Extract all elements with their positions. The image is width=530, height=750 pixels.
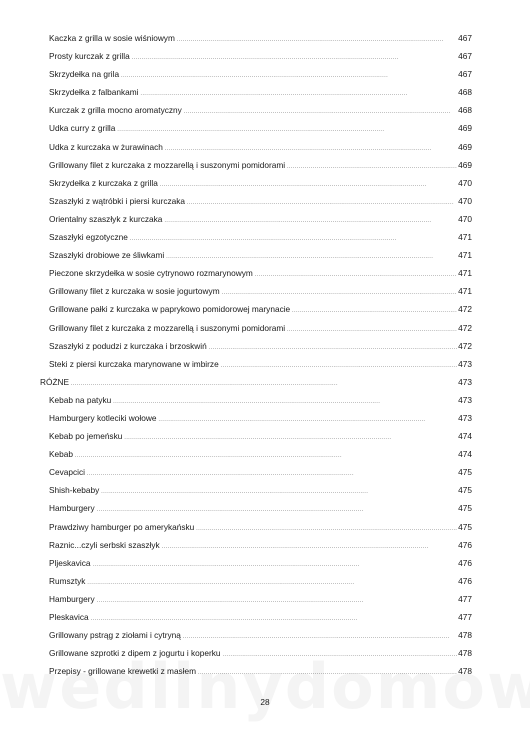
toc-entry[interactable] [40,264,472,282]
toc-entry-title: Kebab na patyku [49,394,112,405]
dot-leader [164,210,457,230]
toc-entry-page: 478 [458,648,472,659]
toc-entry-page: 475 [458,521,472,532]
toc-entry-page: 471 [458,232,472,243]
toc-entry[interactable] [40,47,472,65]
toc-entry-title: Szaszłyki z podudzi z kurczaka i brzoskwiń [49,340,207,351]
toc-entry[interactable] [40,174,472,192]
toc-entry-page: 472 [458,304,472,315]
dot-leader [91,608,457,628]
toc-entry-title: Raznic...czyli serbski szaszłyk [49,539,160,550]
toc-entry[interactable] [40,536,472,554]
dot-leader [97,499,458,519]
toc-entry-title: Grillowany filet z kurczaka w sosie jogurtowym [49,286,220,297]
toc-entry[interactable] [40,65,472,83]
toc-entry-title: Skrzydełka z kurczaka z grilla [49,177,158,188]
toc-entry-page: 477 [458,593,472,604]
toc-entry[interactable] [40,608,472,626]
toc-entry-page: 471 [458,250,472,261]
toc-entry-title: Steki z piersi kurczaka marynowane w imbirze [49,358,219,369]
toc-entry-title: Kurczak z grilla mocno aromatyczny [49,105,182,116]
toc-entry-title: Grillowany filet z kurczaka z mozzarellą i suszonymi pomidorami [49,322,286,333]
toc-entry-title: Prosty kurczak z grilla [49,51,130,62]
dot-leader [75,445,457,465]
toc-entry-page: 468 [458,87,472,98]
dot-leader [166,246,457,266]
toc-entry[interactable] [40,210,472,228]
toc-entry[interactable] [40,246,472,264]
toc-entry-title: Kebab [49,449,73,460]
dot-leader [140,83,457,103]
dot-leader [97,590,458,610]
toc-entry-title: Pieczone skrzydełka w sosie cytrynowo rozmarynowym [49,268,253,279]
toc-entry-page: 472 [458,322,472,333]
toc-entry[interactable] [40,445,472,463]
toc-entry[interactable] [40,391,472,409]
toc-entry[interactable] [40,156,472,174]
toc-entry-page: 469 [458,123,472,134]
toc-entry-title: Kaczka z grilla w sosie wiśniowym [49,33,175,43]
dot-leader [287,319,457,339]
dot-leader [287,156,457,176]
dot-leader [184,101,457,121]
dot-leader [158,409,457,429]
toc-entry-page: 473 [458,394,472,405]
toc-entry[interactable] [40,554,472,572]
toc-entry-page: 470 [458,177,472,188]
toc-entry[interactable] [40,518,472,536]
toc-entry-title: Hamburgery kotleciki wołowe [49,412,157,423]
dot-leader [124,427,457,447]
toc-entry[interactable] [40,101,472,119]
toc-entry[interactable] [40,300,472,318]
dot-leader [292,300,457,320]
dot-leader [101,481,457,501]
dot-leader [223,644,458,664]
toc-entry-page: 470 [458,195,472,206]
toc-entry-title: Szaszłyki egzotyczne [49,232,128,243]
toc-entry[interactable] [40,427,472,445]
toc-entry-title: Orientalny szaszłyk z kurczaka [49,213,163,224]
toc-entry-page: 469 [458,159,472,170]
toc-entry[interactable] [40,29,472,47]
toc-entry-title: Udka z kurczaka w żurawinach [49,141,163,152]
toc-entry-page: 471 [458,286,472,297]
toc-entry-page: 474 [458,431,472,442]
toc-entry-page: 469 [458,141,472,152]
dot-leader [198,662,457,682]
dot-leader [87,463,457,483]
toc-entry[interactable] [40,572,472,590]
toc-entry-title: Cevapcici [49,467,85,478]
toc-entry[interactable] [40,409,472,427]
toc-entry-page: 467 [458,69,472,80]
toc-entry-title: Hamburgery [49,593,95,604]
toc-entry[interactable] [40,590,472,608]
toc-entry[interactable] [40,337,472,355]
toc-entry-title: Prawdziwy hamburger po amerykańsku [49,521,195,532]
dot-leader [183,626,457,646]
toc-entry[interactable] [40,119,472,137]
toc-entry-title: Grillowany pstrąg z ziołami i cytryną [49,630,181,641]
dot-leader [177,29,457,49]
toc-entry-page: 473 [458,358,472,369]
toc-entry[interactable] [40,355,472,373]
dot-leader [221,355,457,375]
toc-entry[interactable] [40,138,472,156]
toc-entry-title: Hamburgery [49,503,95,514]
toc-entry-title: Udka curry z grilla [49,123,116,134]
toc-entry-title: RÓŻNE [40,376,70,387]
dot-leader [130,228,457,248]
toc-entry[interactable] [40,319,472,337]
toc-entry[interactable] [40,644,472,662]
dot-leader [196,518,457,538]
toc-entry-page: 475 [458,485,472,496]
dot-leader [255,264,457,284]
dot-leader [222,282,458,302]
table-of-contents [40,29,472,680]
toc-entry-page: 474 [458,449,472,460]
toc-entry-title: Kebab po jemeńsku [49,431,123,442]
toc-entry-page: 470 [458,213,472,224]
toc-entry[interactable] [40,83,472,101]
toc-entry-page: 472 [458,340,472,351]
dot-leader [117,119,457,139]
toc-entry-title: Pleskavica [49,612,89,622]
dot-leader [160,174,457,194]
toc-entry[interactable] [40,481,472,499]
toc-entry-page: 468 [458,105,472,116]
toc-entry-page: 477 [458,612,472,622]
dot-leader [121,65,457,85]
toc-entry-page: 467 [458,51,472,62]
toc-entry[interactable] [40,192,472,210]
page-number: 28 [260,697,270,707]
toc-entry-page: 476 [458,575,472,586]
dot-leader [93,554,458,574]
dot-leader [113,391,457,411]
toc-entry-title: Shish-kebaby [49,485,100,496]
toc-entry[interactable] [40,626,472,644]
toc-entry[interactable] [40,662,472,680]
dot-leader [132,47,457,67]
toc-entry-page: 478 [458,666,472,677]
toc-entry-title: Grillowane pałki z kurczaka w paprykowo pomidorowej marynacie [49,304,291,315]
toc-entry[interactable] [40,499,472,517]
toc-entry-page: 476 [458,557,472,568]
toc-entry[interactable] [40,282,472,300]
toc-entry[interactable] [40,228,472,246]
toc-entry-title: Skrzydełka z falbankami [49,87,139,98]
toc-entry-page: 473 [458,412,472,423]
dot-leader [71,373,457,393]
dot-leader [87,572,457,592]
dot-leader [209,337,457,357]
toc-entry-page: 473 [458,376,472,387]
toc-entry-title: Szaszłyki drobiowe ze śliwkami [49,250,165,261]
toc-entry-title: Szaszłyki z wątróbki i piersi kurczaka [49,195,186,206]
toc-entry-page: 475 [458,467,472,478]
toc-entry-page: 471 [458,268,472,279]
toc-entry-title: Grillowany filet z kurczaka z mozzarellą i suszonymi pomidorami [49,159,286,170]
toc-entry-page: 478 [458,630,472,641]
dot-leader [165,138,457,158]
toc-entry-page: 475 [458,503,472,514]
toc-entry-title: Przepisy - grillowane krewetki z masłem [49,666,197,677]
dot-leader [187,192,457,212]
toc-entry-page: 467 [458,33,472,43]
toc-entry-title: Rumsztyk [49,575,86,586]
toc-entry-title: Grillowane szprotki z dipem z jogurtu i koperku [49,648,221,659]
dot-leader [162,536,458,556]
toc-entry[interactable] [40,463,472,481]
toc-entry-title: Skrzydełka na grila [49,69,120,80]
toc-entry-page: 476 [458,539,472,550]
toc-section-heading[interactable] [40,373,472,391]
toc-entry-title: Pljeskavica [49,557,91,568]
